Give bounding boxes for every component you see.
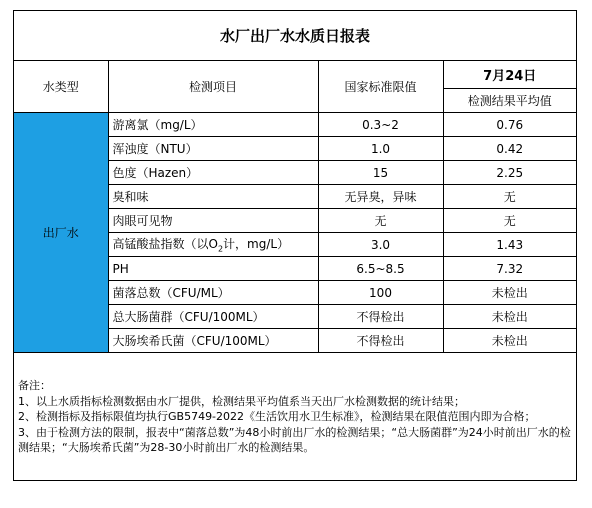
limit-cell: 3.0 xyxy=(318,233,443,257)
result-cell: 无 xyxy=(443,185,576,209)
result-cell: 未检出 xyxy=(443,329,576,353)
header-national-limit: 国家标准限值 xyxy=(318,60,443,113)
item-cell: 浑浊度（NTU） xyxy=(108,137,318,161)
notes-heading: 备注： xyxy=(18,379,51,392)
limit-cell: 0.3~2 xyxy=(318,113,443,137)
note-2: 2、检测指标及指标限值均执行GB5749-2022《生活饮用水卫生标准》，检测结果在限值范围内即为合格； xyxy=(18,410,536,423)
result-cell: 7.32 xyxy=(443,257,576,281)
item-cell: 总大肠菌群（CFU/100ML） xyxy=(108,305,318,329)
item-cell: 大肠埃希氏菌（CFU/100ML） xyxy=(108,329,318,353)
notes-section xyxy=(14,371,576,456)
item-cell: 臭和味 xyxy=(108,185,318,209)
result-cell: 2.25 xyxy=(443,161,576,185)
limit-cell: 15 xyxy=(318,161,443,185)
item-cell-post: 计，mg/L） xyxy=(223,237,290,252)
limit-cell: 无 xyxy=(318,209,443,233)
result-cell: 0.42 xyxy=(443,137,576,161)
item-cell: 肉眼可见物 xyxy=(108,209,318,233)
limit-cell: 无异臭，异味 xyxy=(318,185,443,209)
limit-cell: 不得检出 xyxy=(318,305,443,329)
item-cell: 游离氯（mg/L） xyxy=(108,113,318,137)
quality-table xyxy=(14,60,576,353)
result-cell: 0.76 xyxy=(443,113,576,137)
result-cell: 未检出 xyxy=(443,305,576,329)
header-test-item: 检测项目 xyxy=(108,60,318,113)
limit-cell: 不得检出 xyxy=(318,329,443,353)
item-cell xyxy=(108,233,318,257)
limit-cell: 6.5~8.5 xyxy=(318,257,443,281)
result-cell: 未检出 xyxy=(443,281,576,305)
note-3: 3、由于检测方法的限制，报表中“菌落总数”为48小时前出厂水的检测结果；“总大肠菌群”为24小时前出厂水的检测结果；“大肠埃希氏菌”为28-30小时前出厂水的检测结果。 xyxy=(18,425,571,454)
item-cell: 菌落总数（CFU/ML） xyxy=(108,281,318,305)
table-row xyxy=(14,113,576,137)
limit-cell: 1.0 xyxy=(318,137,443,161)
result-cell: 1.43 xyxy=(443,233,576,257)
header-water-type: 水类型 xyxy=(14,60,108,113)
item-cell-pre: 高锰酸盐指数（以O xyxy=(112,237,218,252)
report-title: 水厂出厂水水质日报表 xyxy=(14,11,576,61)
header-date: 7月24日 xyxy=(443,60,576,89)
note-1: 1、以上水质指标检测数据由水厂提供，检测结果平均值系当天出厂水检测数据的统计结果； xyxy=(18,394,465,408)
header-avg-result: 检测结果平均值 xyxy=(443,89,576,113)
item-cell: PH xyxy=(108,257,318,281)
report-frame xyxy=(13,10,577,481)
item-cell-sub: 2 xyxy=(217,244,224,254)
limit-cell: 100 xyxy=(318,281,443,305)
result-cell: 无 xyxy=(443,209,576,233)
water-type-cell: 出厂水 xyxy=(14,113,108,353)
item-cell: 色度（Hazen） xyxy=(108,161,318,185)
